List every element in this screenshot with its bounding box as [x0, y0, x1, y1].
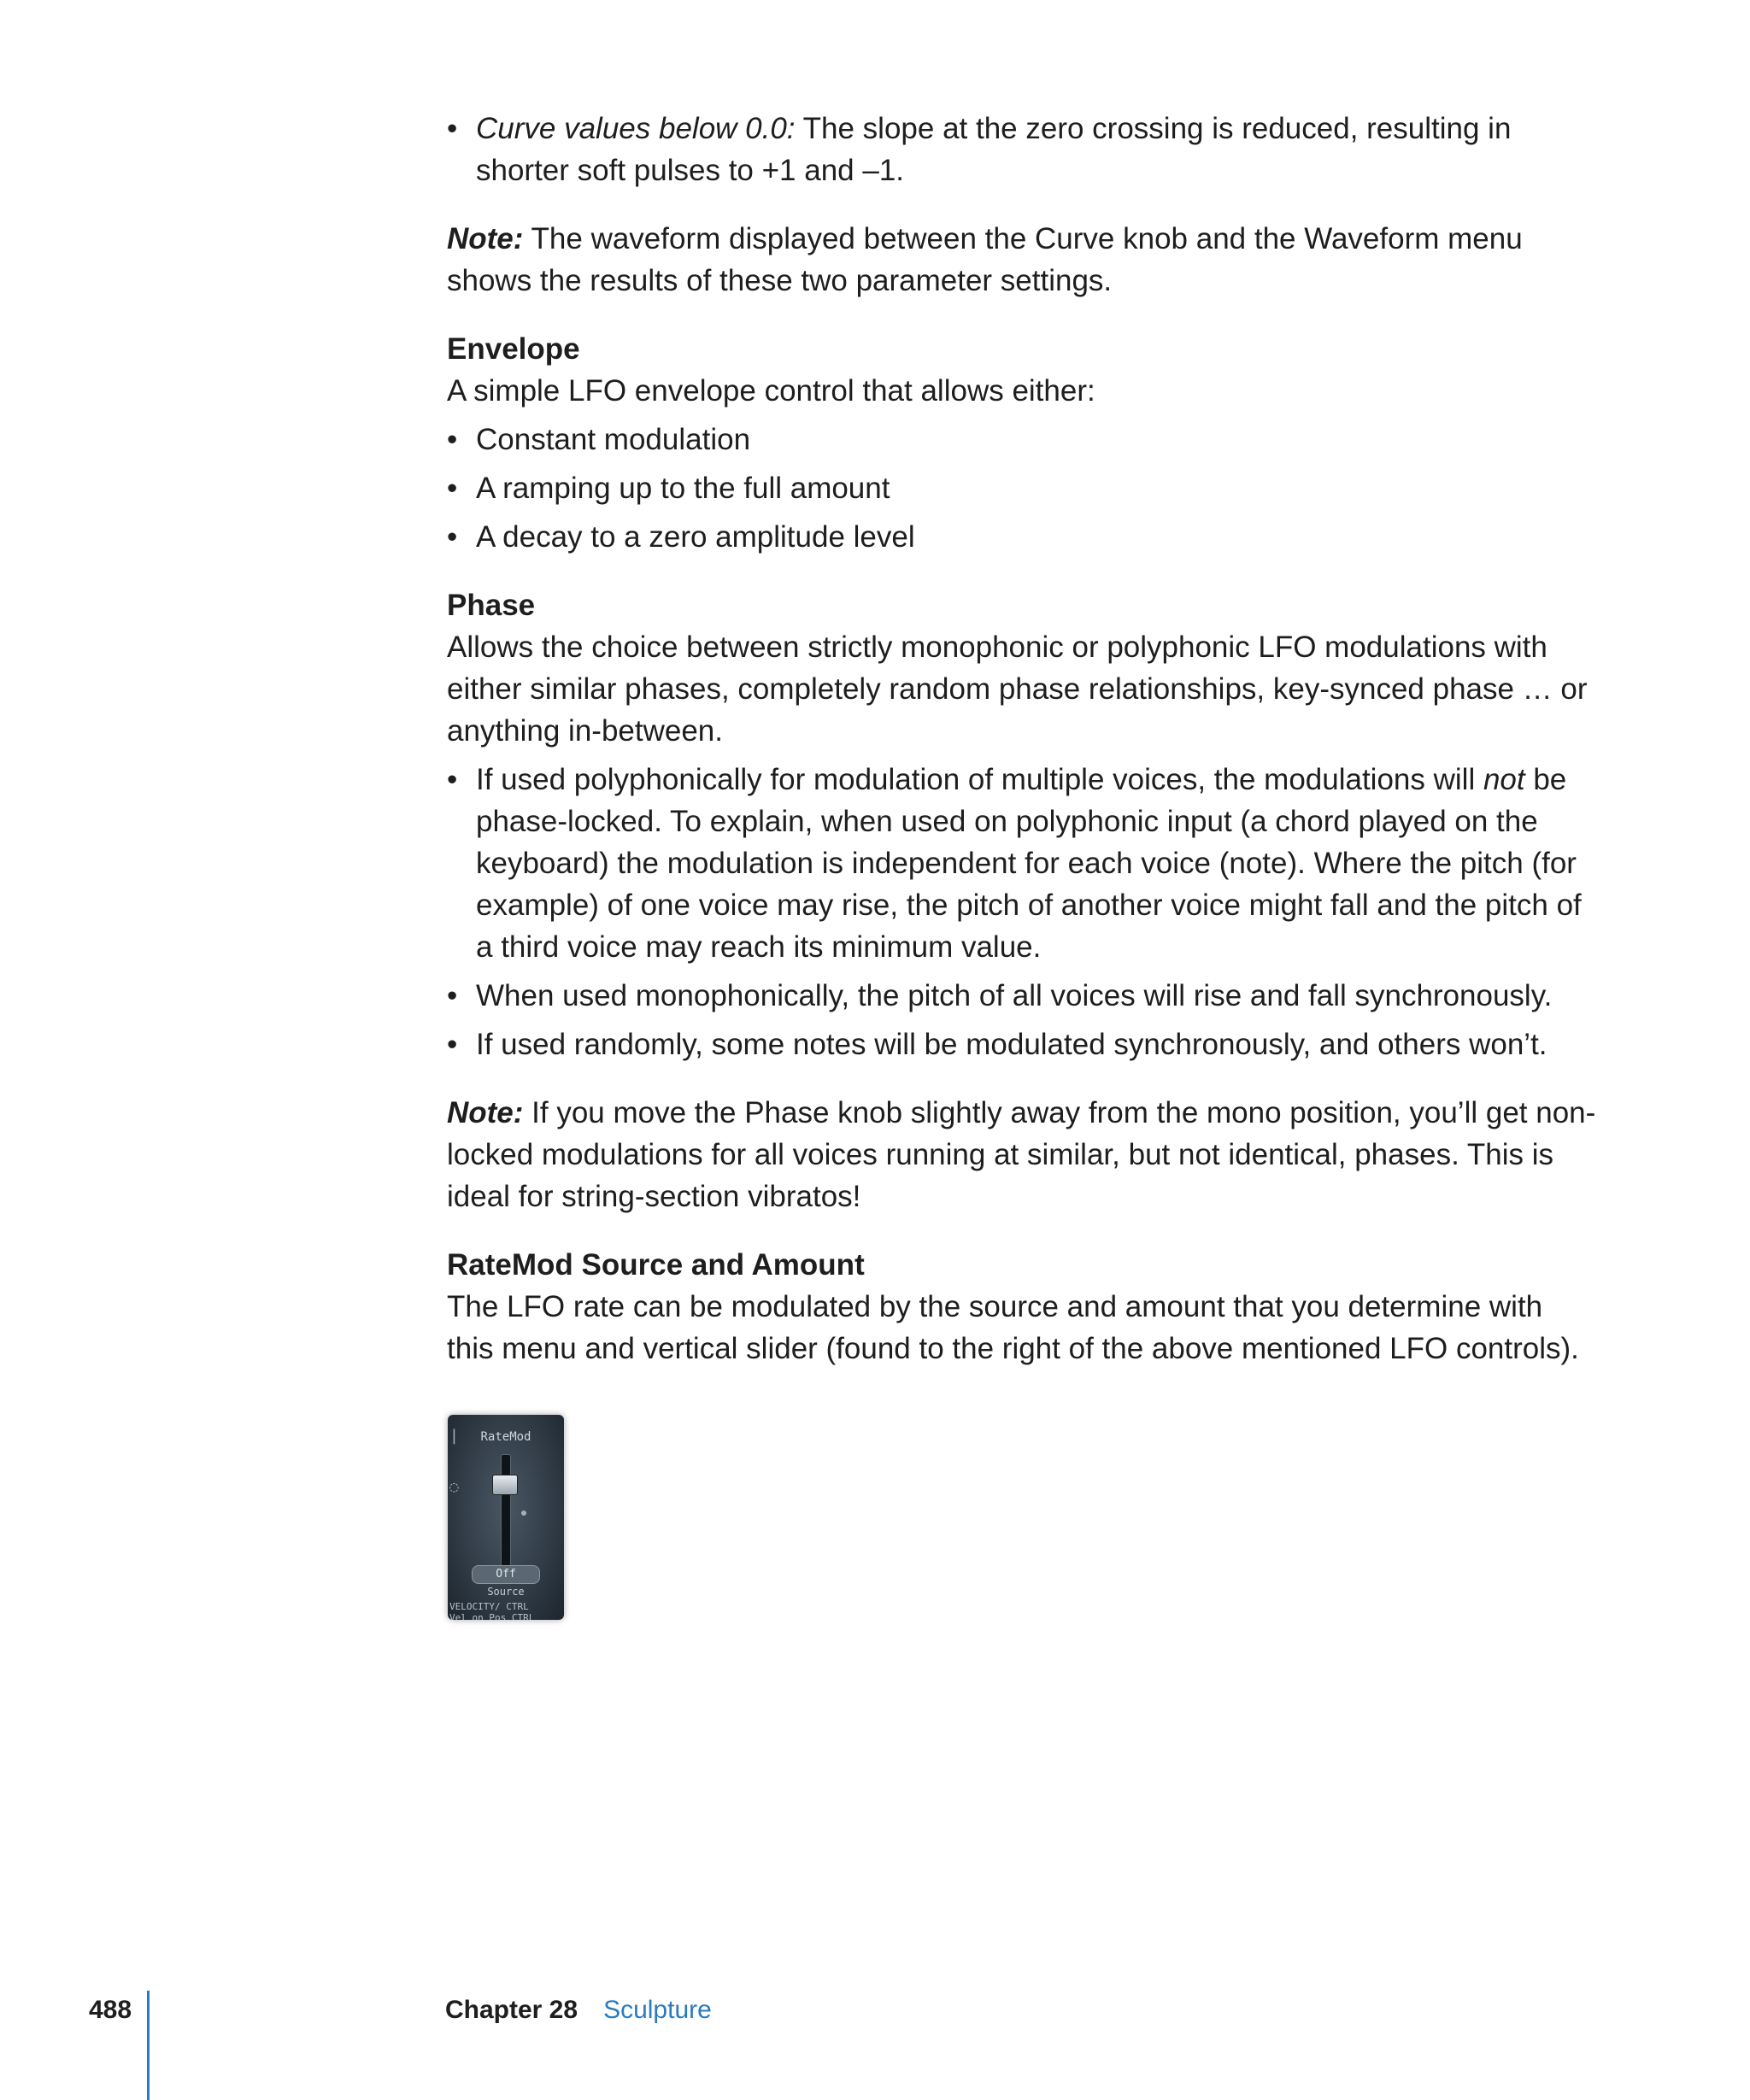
envelope-list — [447, 419, 1596, 558]
ratemod-slider-thumb[interactable] — [492, 1475, 518, 1495]
ratemod-panel-figure — [448, 1415, 564, 1620]
ratemod-slider-track[interactable] — [501, 1454, 511, 1575]
note-phase — [447, 1092, 1596, 1217]
footer-divider — [147, 1991, 150, 2100]
chapter-label: Chapter 28 — [445, 1996, 578, 2024]
note-text: If you move the Phase knob slightly away from the mono position, you’ll get non-locked modulations for all voices running at similar, but not identical, phases. This is ideal for string-section vibratos! — [447, 1096, 1596, 1213]
phase-heading: Phase — [447, 589, 536, 622]
phase-intro: Allows the choice between strictly monophonic or polyphonic LFO modulations with either similar phases, completely random phase relationships, key-synced phase … or anything in-between. — [447, 631, 1588, 748]
page-content — [447, 108, 1596, 1396]
phase-item — [447, 759, 1596, 968]
ratemod-text: The LFO rate can be modulated by the source and amount that you determine with this menu and vertical slider (found to the right of the above mentioned LFO controls). — [447, 1290, 1579, 1365]
curve-bullet-text: The slope at the zero crossing is reduced, resulting in shorter soft pulses to +1 and –1. — [476, 112, 1512, 187]
phase-list — [447, 759, 1596, 1065]
phase-item: • If used randomly, some notes will be modulated synchronously, and others won’t. — [447, 1024, 1596, 1065]
envelope-heading: Envelope — [447, 332, 580, 366]
envelope-intro: A simple LFO envelope control that allows either: — [447, 374, 1095, 408]
ratemod-heading: RateMod Source and Amount — [447, 1248, 865, 1282]
envelope-item: • Constant modulation — [447, 419, 1596, 460]
envelope-item: • A decay to a zero amplitude level — [447, 516, 1596, 558]
note-label: Note: — [447, 222, 524, 255]
panel-bottom-label: Vel on Pos CTRL — [449, 1612, 535, 1620]
note-label: Note: — [447, 1096, 524, 1129]
page-number: 488 — [89, 1996, 132, 2024]
note-text: The waveform displayed between the Curve knob and the Waveform menu shows the results of these two parameter settings. — [447, 222, 1523, 297]
source-label: Source — [487, 1586, 525, 1598]
panel-bottom-label: VELOCITY/ CTRL — [449, 1601, 529, 1612]
phase-item-text: If used polyphonically for modulation of multiple voices, the modulations will — [476, 763, 1476, 796]
section-link[interactable]: Sculpture — [603, 1996, 712, 2024]
phase-item: • When used monophonically, the pitch of all voices will rise and fall synchronously. — [447, 975, 1596, 1017]
phase-item-text: be phase-locked. To explain, when used on polyphonic input (a chord played on the keyboard) the modulation is independent for each voice (note). Where the pitch (for example) of one voice may rise, the pitch of another voice might fall and the pitch of a third voice may reach its minimum value. — [476, 763, 1582, 964]
slider-center-mark-icon — [521, 1510, 526, 1516]
panel-edge-mark: ◌ — [449, 1478, 459, 1496]
curve-bullet-label: Curve values below 0.0: — [476, 112, 796, 145]
curve-bullet-list — [447, 108, 1596, 191]
phase-item-emphasis: not — [1483, 763, 1525, 796]
note-waveform — [447, 218, 1596, 302]
curve-bullet — [447, 108, 1596, 191]
panel-edge-mark: | — [449, 1427, 459, 1445]
panel-bottom-labels — [449, 1601, 534, 1620]
envelope-item: • A ramping up to the full amount — [447, 467, 1596, 509]
ratemod-title: RateMod — [480, 1430, 531, 1444]
source-menu-button[interactable]: Off — [472, 1565, 540, 1584]
footer-chapter — [445, 1996, 712, 2025]
